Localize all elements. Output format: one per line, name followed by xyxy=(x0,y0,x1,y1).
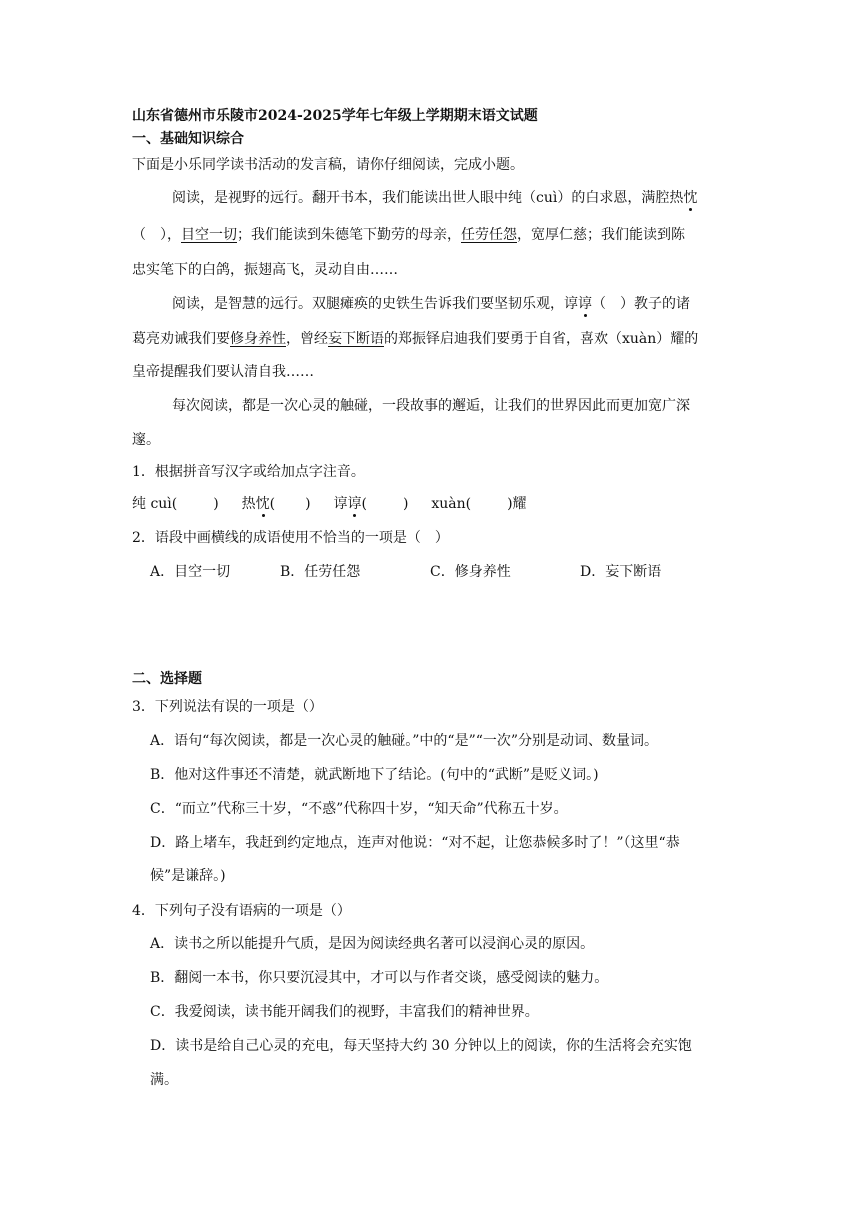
choice-c[interactable]: C．修身养性 xyxy=(430,564,511,580)
dotted-char: 忱 xyxy=(683,190,698,206)
passage-line: 阅读，是智慧的远行。双腿瘫痪的史铁生告诉我们要坚韧乐观，谆谆（ ）教子的诸 xyxy=(172,296,690,312)
choice-c[interactable]: C．“而立”代称三十岁，“不惑”代称四十岁，“知天命”代称五十岁。 xyxy=(150,801,568,817)
section-heading: 二、选择题 xyxy=(132,671,202,687)
choice-c[interactable]: C．我爱阅读，读书能开阔我们的视野，丰富我们的精神世界。 xyxy=(150,1004,539,1020)
passage-line: 每次阅读，都是一次心灵的触碰，一段故事的邂逅，让我们的世界因此而更加宽广深 xyxy=(172,398,690,414)
passage-line: 忠实笔下的白鸽，振翅高飞，灵动自由…… xyxy=(132,262,398,278)
choice-a[interactable]: A．语句“每次阅读，都是一次心灵的触碰。”中的“是”“一次”分别是动词、数量词。 xyxy=(150,733,659,749)
underlined-idiom: 任劳任怨 xyxy=(461,227,517,243)
question-stem: 3．下列说法有误的一项是（） xyxy=(132,699,323,715)
section-intro: 下面是小乐同学读书活动的发言稿，请你仔细阅读，完成小题。 xyxy=(132,157,524,173)
underlined-idiom: 目空一切 xyxy=(181,227,237,243)
passage-line: 邃。 xyxy=(132,432,160,448)
choice-d[interactable]: D．妄下断语 xyxy=(580,564,662,580)
question-stem: 2．语段中画横线的成语使用不恰当的一项是（ ） xyxy=(132,530,449,546)
question-stem: 1．根据拼音写汉字或给加点字注音。 xyxy=(132,464,365,480)
choice-b[interactable]: B．他对这件事还不清楚，就武断地下了结论。(句中的“武断”是贬义词。) xyxy=(150,767,599,783)
choice-b[interactable]: B．任劳任怨 xyxy=(280,564,361,580)
choice-d[interactable]: D．路上堵车，我赶到约定地点，连声对他说：“对不起，让您恭候多时了！”（这里“恭 xyxy=(150,835,680,851)
choice-a[interactable]: A．读书之所以能提升气质，是因为阅读经典名著可以浸润心灵的原因。 xyxy=(150,936,595,952)
section-heading: 一、基础知识综合 xyxy=(132,131,244,147)
choice-d-continued: 候”是谦辞。) xyxy=(150,868,226,884)
underlined-idiom: 修身养性 xyxy=(230,331,286,347)
dotted-char: 忱 xyxy=(255,496,270,512)
passage-line: 阅读，是视野的远行。翻开书本，我们能读出世人眼中纯（cuì）的白求恩，满腔热忱 xyxy=(172,190,698,206)
passage-line: 葛亮劝诫我们要修身养性，曾经妄下断语的郑振铎启迪我们要勇于自省，喜欢（xuàn）耀的 xyxy=(132,331,699,347)
passage-line: （ ），目空一切；我们能读到朱德笔下勤劳的母亲，任劳任怨，宽厚仁慈；我们能读到陈 xyxy=(132,227,685,243)
choice-a[interactable]: A．目空一切 xyxy=(150,564,231,580)
exam-title: 山东省德州市乐陵市2024-2025学年七年级上学期期末语文试题 xyxy=(132,108,538,124)
dotted-char: 谆 xyxy=(347,496,362,512)
question-stem: 4．下列句子没有语病的一项是（） xyxy=(132,903,351,919)
choice-d-continued: 满。 xyxy=(150,1072,178,1088)
underlined-idiom: 妄下断语 xyxy=(328,331,384,347)
choice-d[interactable]: D．读书是给自己心灵的充电，每天坚持大约 30 分钟以上的阅读，你的生活将会充实饱 xyxy=(150,1038,692,1054)
choice-b[interactable]: B．翻阅一本书，你只要沉浸其中，才可以与作者交谈，感受阅读的魅力。 xyxy=(150,970,609,986)
dotted-char: 谆 xyxy=(578,296,592,312)
passage-line: 皇帝提醒我们要认清自我…… xyxy=(132,364,314,380)
pinyin-row: 纯 cuì( ) 热忱( ) 谆谆( ) xuàn( )耀 xyxy=(132,496,527,512)
